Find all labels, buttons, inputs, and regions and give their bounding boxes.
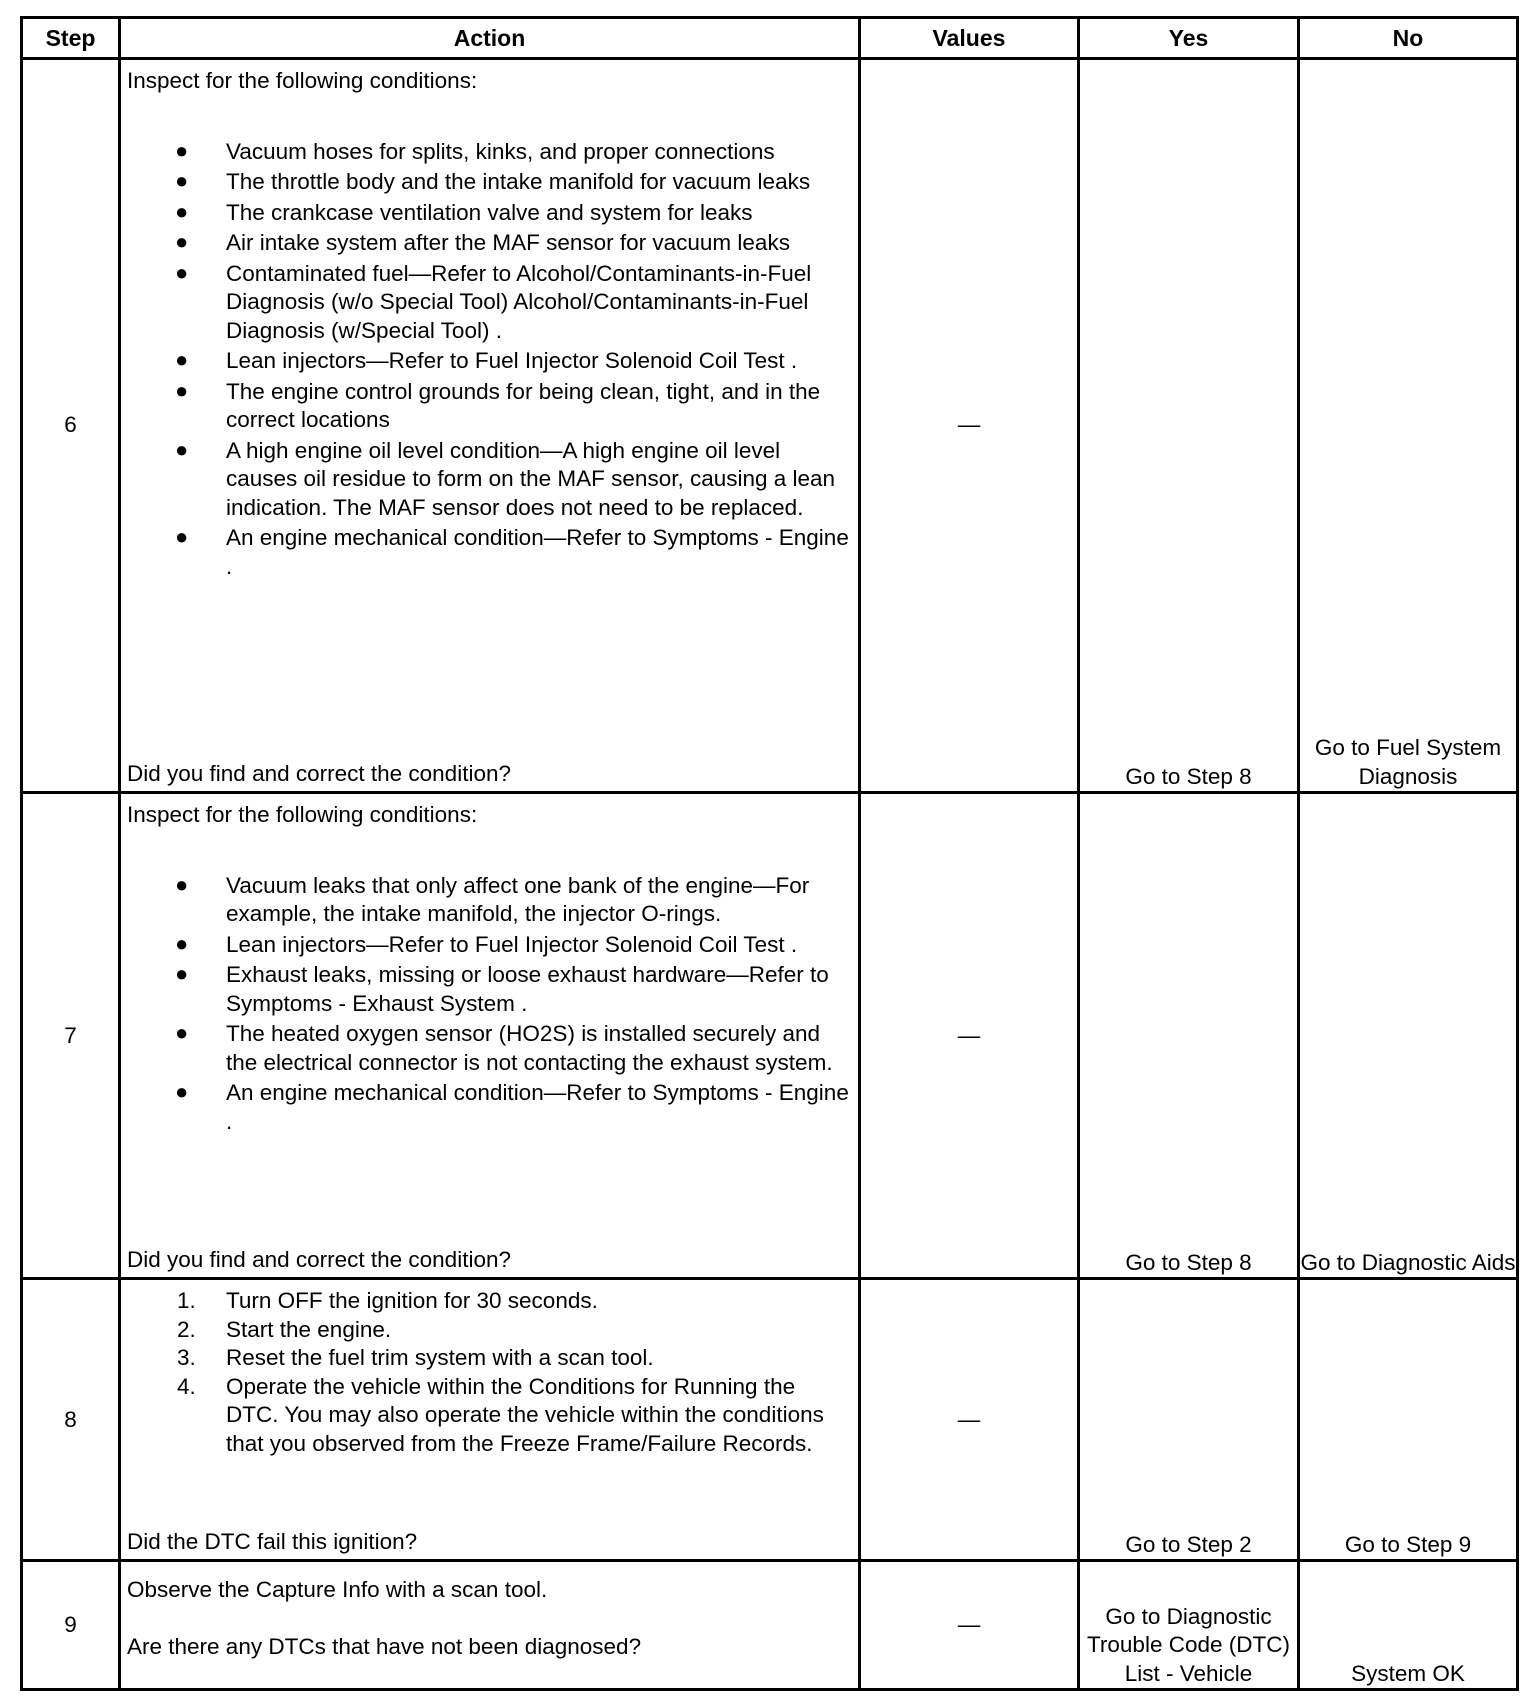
bullet-icon: ● bbox=[175, 168, 189, 193]
bullet-icon: ● bbox=[175, 524, 189, 549]
action-cell bbox=[120, 1279, 860, 1561]
action-question: Did you find and correct the condition? bbox=[127, 760, 511, 786]
list-item: 4. Operate the vehicle within the Conditions for Running the DTC. You may also operate the vehicle within the conditions that you observed from the Freeze Frame/Failure Records. bbox=[177, 1373, 824, 1456]
list-item: 3. Reset the fuel trim system with a scan tool. bbox=[177, 1345, 654, 1371]
list-item: ● Exhaust leaks, missing or loose exhaust hardware—Refer to Symptoms - Exhaust System . bbox=[175, 961, 829, 1016]
values-cell: — bbox=[860, 59, 1079, 793]
list-item: 2. Start the engine. bbox=[177, 1316, 392, 1342]
bullet-icon: ● bbox=[175, 871, 189, 897]
values-cell: — bbox=[860, 1279, 1079, 1561]
header-values: Values bbox=[860, 18, 1079, 59]
header-row bbox=[22, 18, 1518, 59]
action-cell bbox=[120, 793, 860, 1279]
action-cell bbox=[120, 1561, 860, 1690]
step-number: 7 bbox=[22, 793, 120, 1279]
list-item: ● Vacuum hoses for splits, kinks, and proper connections bbox=[175, 137, 775, 164]
list-item: ● An engine mechanical condition—Refer to Symptoms - Engine . bbox=[175, 1079, 849, 1134]
list-item: ● Air intake system after the MAF sensor for vacuum leaks bbox=[175, 229, 790, 255]
yes-cell: Go to Step 8 bbox=[1079, 59, 1299, 793]
bullet-icon: ● bbox=[175, 137, 189, 163]
header-step: Step bbox=[22, 18, 120, 59]
values-cell: — bbox=[860, 1561, 1079, 1690]
bullet-icon: ● bbox=[175, 1079, 189, 1105]
header-no: No bbox=[1299, 18, 1518, 59]
yes-cell: Go to Diagnostic Trouble Code (DTC) List - Vehicle bbox=[1079, 1561, 1299, 1690]
list-item: 1. Turn OFF the ignition for 30 seconds. bbox=[177, 1288, 598, 1314]
table-row-step-9 bbox=[22, 1561, 1518, 1690]
yes-cell: Go to Step 2 bbox=[1079, 1279, 1299, 1561]
header-action: Action bbox=[120, 18, 860, 59]
list-item: ● Lean injectors—Refer to Fuel Injector Solenoid Coil Test . bbox=[175, 347, 798, 373]
action-question: Did the DTC fail this ignition? bbox=[127, 1528, 418, 1554]
list-item: ● Lean injectors—Refer to Fuel Injector Solenoid Coil Test . bbox=[175, 930, 798, 957]
bullet-icon: ● bbox=[175, 961, 189, 987]
no-cell: Go to Fuel System Diagnosis bbox=[1299, 59, 1518, 793]
list-item: ● Contaminated fuel—Refer to Alcohol/Contaminants-in-Fuel Diagnosis (w/o Special Tool) Alcohol/Contaminants-in-Fuel Diagnosis (w/Special Tool) . bbox=[175, 259, 812, 343]
bullet-icon: ● bbox=[175, 347, 189, 372]
action-intro: Inspect for the following conditions: bbox=[127, 802, 478, 828]
bullet-icon: ● bbox=[175, 229, 189, 254]
list-item: ● A high engine oil level condition—A high engine oil level causes oil residue to form on the MAF sensor, causing a lean indication. The MAF sensor does not need to be replaced. bbox=[175, 436, 836, 520]
table-row-step-8 bbox=[22, 1279, 1518, 1561]
bullet-icon: ● bbox=[175, 259, 189, 285]
values-cell: — bbox=[860, 793, 1079, 1279]
diagnostic-table bbox=[20, 16, 1519, 1691]
no-cell: Go to Step 9 bbox=[1299, 1279, 1518, 1561]
list-item: ● An engine mechanical condition—Refer to Symptoms - Engine . bbox=[175, 524, 849, 579]
table-row-step-7 bbox=[22, 793, 1518, 1279]
action-question: Are there any DTCs that have not been diagnosed? bbox=[127, 1633, 642, 1659]
list-item: ● The crankcase ventilation valve and system for leaks bbox=[175, 198, 753, 225]
list-item: ● The heated oxygen sensor (HO2S) is installed securely and the electrical connector is not contacting the exhaust system. bbox=[175, 1020, 833, 1075]
table-row-step-6 bbox=[22, 59, 1518, 793]
bullet-icon: ● bbox=[175, 1020, 189, 1046]
action-question: Did you find and correct the condition? bbox=[127, 1246, 511, 1272]
list-item: ● Vacuum leaks that only affect one bank of the engine—For example, the intake manifold, the injector O-rings. bbox=[175, 871, 810, 927]
yes-cell: Go to Step 8 bbox=[1079, 793, 1299, 1279]
condition-list bbox=[127, 872, 852, 1139]
condition-list bbox=[127, 138, 852, 584]
bullet-icon: ● bbox=[175, 436, 189, 462]
bullet-icon: ● bbox=[175, 198, 189, 224]
header-yes: Yes bbox=[1079, 18, 1299, 59]
step-number: 8 bbox=[22, 1279, 120, 1561]
step-number: 9 bbox=[22, 1561, 120, 1690]
list-item: ● The throttle body and the intake manifold for vacuum leaks bbox=[175, 168, 811, 194]
procedure-list bbox=[127, 1287, 852, 1458]
step-number: 6 bbox=[22, 59, 120, 793]
action-intro: Inspect for the following conditions: bbox=[127, 68, 478, 93]
bullet-icon: ● bbox=[175, 930, 189, 956]
no-cell: Go to Diagnostic Aids bbox=[1299, 793, 1518, 1279]
no-cell: System OK bbox=[1299, 1561, 1518, 1690]
action-cell bbox=[120, 59, 860, 793]
list-item: ● The engine control grounds for being clean, tight, and in the correct locations bbox=[175, 377, 821, 432]
action-intro: Observe the Capture Info with a scan tool. bbox=[127, 1577, 548, 1603]
bullet-icon: ● bbox=[175, 377, 189, 403]
